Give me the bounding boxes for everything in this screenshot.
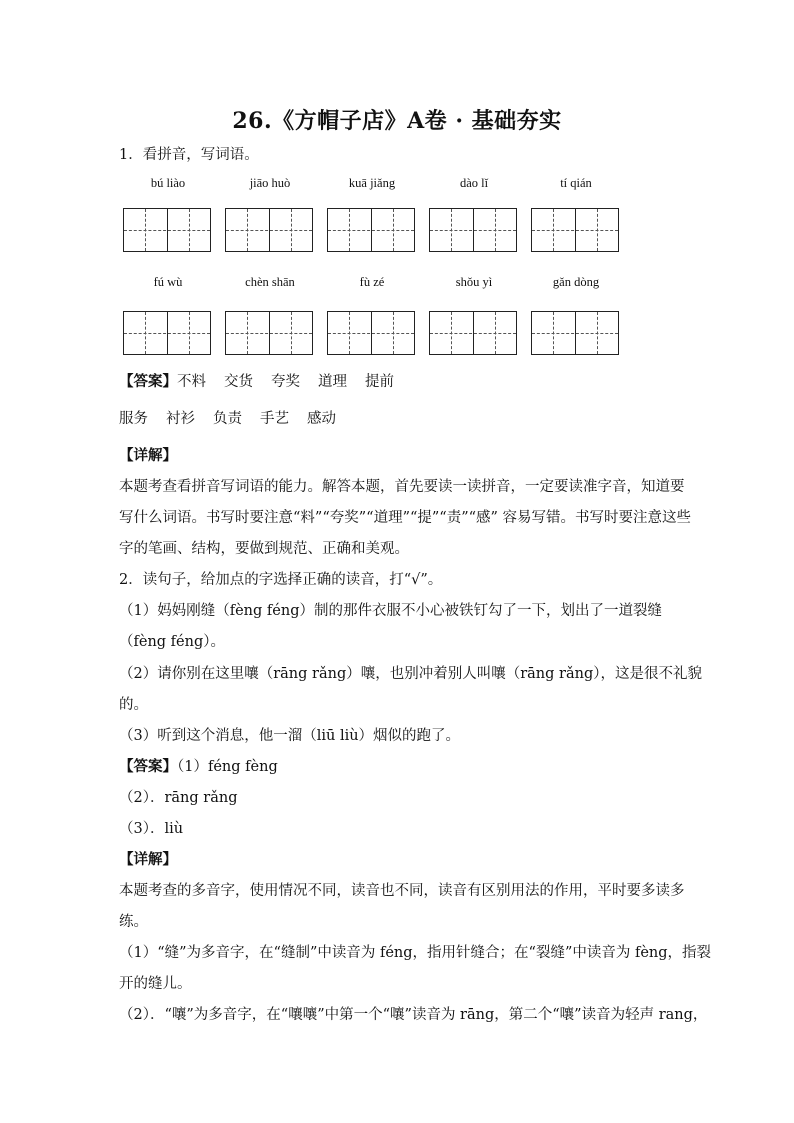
answer-word: 提前	[365, 374, 394, 390]
q2-answer-line: （3）．liù	[119, 821, 184, 837]
detail-text: 本题考查的多音字，使用情况不同，读音也不同，读音有区别用法的作用，平时要多读多	[119, 883, 685, 899]
answer-text: （1）féng fèng	[177, 759, 278, 775]
q2-answer-line: （2）．rāng rǎng	[119, 790, 238, 806]
pinyin-label: jiāo huò	[249, 176, 291, 190]
question-2-line: （2）请你别在这里嚷（rāng rǎng）嚷，也别冲着别人叫嚷（rāng rǎng），这是很不礼貌	[119, 666, 702, 682]
detail-label: 【详解】	[119, 447, 177, 464]
detail-text: 开的缝儿。	[119, 976, 192, 992]
q2-answer-line	[119, 757, 278, 777]
answer-word: 服务	[119, 411, 148, 427]
question-2-prompt: 2．读句子，给加点的字选择正确的读音，打“√”。	[119, 572, 443, 588]
writing-grid[interactable]	[327, 208, 415, 252]
pinyin-label: bú liào	[150, 176, 186, 190]
detail-text: 字的笔画、结构，要做到规范、正确和美观。	[119, 541, 409, 557]
question-2-line: （fèng féng）。	[119, 634, 225, 650]
pinyin-label: tí qián	[560, 176, 592, 190]
q1-answer-row1	[119, 372, 412, 392]
question-2-line: 的。	[119, 697, 148, 713]
writing-grid[interactable]	[429, 208, 517, 252]
question-1-prompt: 1．看拼音，写词语。	[119, 147, 259, 163]
question-2-line: （3）听到这个消息，他一溜（liū liù）烟似的跑了。	[119, 728, 461, 744]
writing-grid[interactable]	[123, 208, 211, 252]
detail-text: （1）“缝”为多音字，在“缝制”中读音为 féng，指用针缝合；在“裂缝”中读音为 fèng，指裂	[119, 945, 712, 961]
detail-text: 练。	[119, 914, 148, 930]
answer-word: 夸奖	[271, 374, 300, 390]
detail-label: 【详解】	[119, 851, 177, 868]
pinyin-label: shǒu yì	[455, 275, 493, 289]
answer-label: 【答案】	[119, 373, 177, 390]
detail-text: （2）．“嚷”为多音字，在“嚷嚷”中第一个“嚷”读音为 rāng，第二个“嚷”读音为轻声 rang，	[119, 1007, 708, 1023]
answer-word: 手艺	[260, 411, 289, 427]
answer-word: 交货	[224, 374, 253, 390]
writing-grid[interactable]	[327, 311, 415, 355]
writing-grid[interactable]	[531, 208, 619, 252]
pinyin-label: chèn shān	[245, 275, 295, 289]
writing-grid[interactable]	[531, 311, 619, 355]
answer-label: 【答案】	[119, 758, 177, 775]
answer-word: 道理	[318, 374, 347, 390]
writing-grid[interactable]	[123, 311, 211, 355]
detail-text: 写什么词语。书写时要注意“料”“夸奖”“道理”“提”“责”“感” 容易写错。书写时要注意这些	[119, 510, 692, 526]
answer-word: 不料	[177, 374, 206, 390]
answer-word: 感动	[307, 411, 336, 427]
writing-grid[interactable]	[429, 311, 517, 355]
q1-answer-row2	[119, 409, 354, 429]
detail-text: 本题考查看拼音写词语的能力。解答本题，首先要读一读拼音，一定要读准字音，知道要	[119, 479, 685, 495]
writing-grid[interactable]	[225, 311, 313, 355]
writing-grid[interactable]	[225, 208, 313, 252]
page-title: 26.《方帽子店》A卷 · 基础夯实	[232, 108, 562, 134]
pinyin-label: fú wù	[153, 275, 183, 289]
pinyin-label: gǎn dòng	[552, 275, 600, 289]
question-2-line: （1）妈妈刚缝（fèng féng）制的那件衣服不小心被铁钉勾了一下，划出了一道裂缝	[119, 603, 662, 619]
pinyin-label: dào lǐ	[459, 176, 489, 190]
pinyin-label: kuā jiǎng	[348, 176, 396, 190]
pinyin-label: fù zé	[359, 275, 385, 289]
answer-word: 负责	[213, 411, 242, 427]
answer-word: 衬衫	[166, 411, 195, 427]
